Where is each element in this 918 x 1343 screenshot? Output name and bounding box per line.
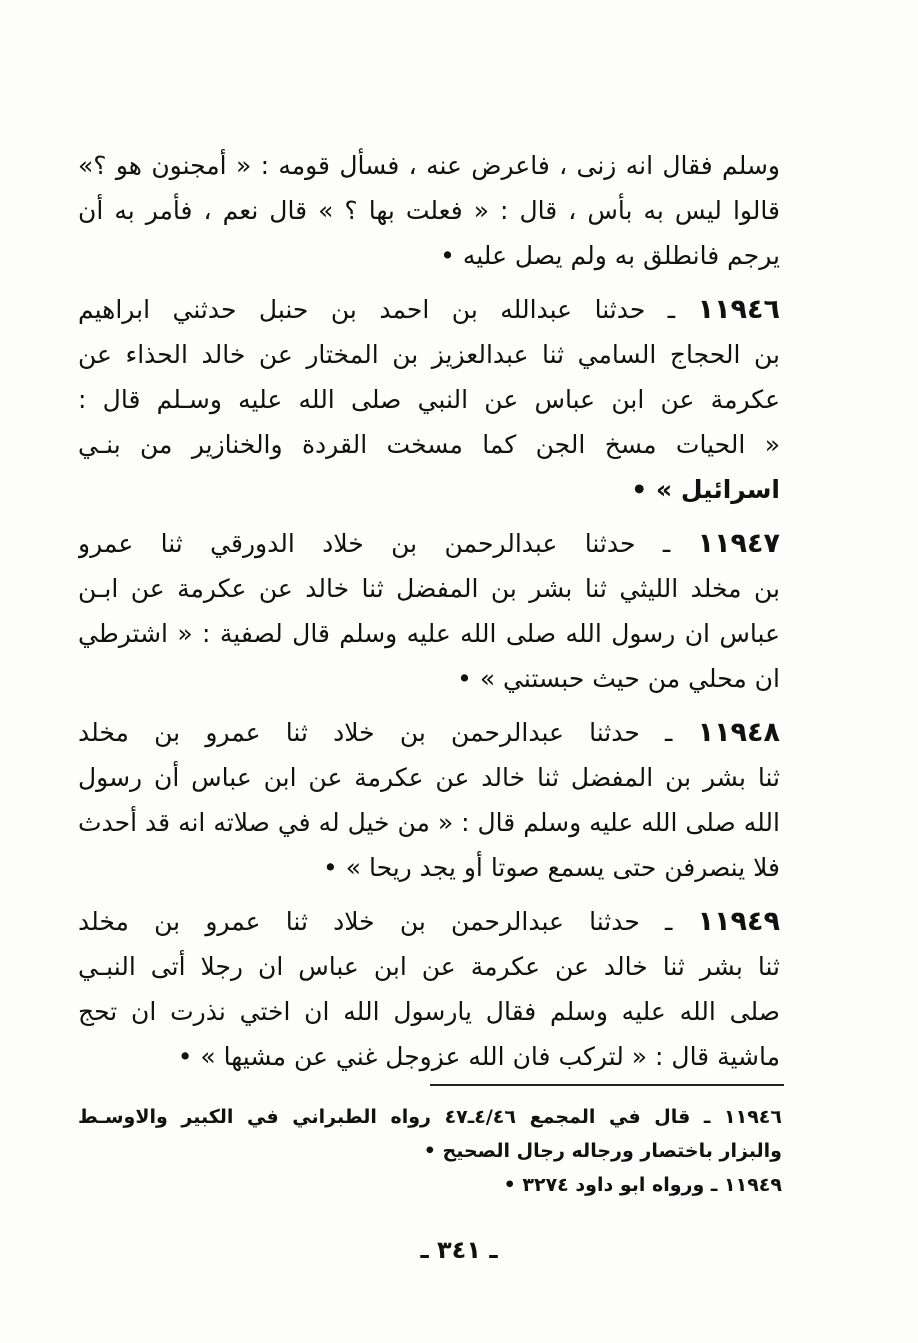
hadith-number: ١١٩٤٧ — [697, 528, 780, 559]
hadith-first-line — [78, 287, 780, 332]
text-line: فلا ينصرفن حتى يسمع صوتا أو يجد ريحا » • — [323, 853, 780, 882]
text-line: قالوا ليس به بأس ، قال : « فعلت بها ؟ » قال نعم ، فأمر به أن — [78, 196, 780, 225]
text-line: « الحيات مسخ الجن كما مسخت القردة والخنازير من بنـي — [78, 430, 780, 459]
text-line: يرجم فانطلق به ولم يصل عليه • — [440, 241, 780, 270]
text-segment: ـ حدثنا عبدالرحمن بن خلاد الدورقي ثنا عمرو — [78, 529, 671, 558]
hadith-first-line — [78, 521, 780, 566]
footnote-divider — [430, 1084, 784, 1086]
footnote-line: والبزار باختصار ورجاله رجال الصحيح • — [423, 1140, 782, 1162]
text-line: ان محلي من حيث حبستني » • — [457, 664, 780, 693]
text-segment: ـ حدثنا عبدالرحمن بن خلاد ثنا عمرو بن مخلد — [78, 718, 673, 747]
hadith-11949 — [78, 899, 780, 1079]
text-line: وسلم فقال انه زنى ، فاعرض عنه ، فسأل قومه : « أمجنون هو ؟» — [78, 151, 780, 180]
text-line: عكرمة عن ابن عباس عن النبي صلى الله عليه وسـلم قال : — [78, 385, 780, 414]
text-segment: ـ حدثنا عبدالرحمن بن خلاد ثنا عمرو بن مخلد — [78, 907, 673, 936]
text-line: بن الحجاج السامي ثنا عبدالعزيز بن المختار عن خالد الحذاء عن — [78, 340, 780, 369]
footnote-line: ١١٩٤٦ ـ قال في المجمع ٤/٤٦ـ٤٧ رواه الطبراني في الكبير والاوسـط — [78, 1106, 782, 1128]
continuation-paragraph — [78, 143, 780, 278]
footnote-line: ١١٩٤٩ ـ ورواه ابو داود ٣٢٧٤ • — [503, 1174, 782, 1196]
hadith-number: ١١٩٤٩ — [697, 906, 780, 937]
text-line: الله صلى الله عليه وسلم قال : « من خيل له في صلاته انه قد أحدث — [78, 808, 780, 837]
text-line: عباس ان رسول الله صلى الله عليه وسلم قال لصفية : « اشترطي — [78, 619, 780, 648]
text-segment: ـ حدثنا عبدالله بن احمد بن حنبل حدثني ابراهيم — [78, 295, 676, 324]
text-line: صلى الله عليه وسلم فقال يارسول الله ان اختي نذرت ان تحج — [78, 997, 780, 1026]
text-line: ماشية قال : « لتركب فان الله عزوجل غني عن مشيها » • — [177, 1042, 780, 1071]
hadith-number: ١١٩٤٨ — [697, 717, 780, 748]
text-line: ثنا بشر ثنا خالد عن عكرمة عن ابن عباس ان رجلا أتى النبـي — [78, 952, 780, 981]
main-text — [78, 143, 780, 1088]
text-line: بن مخلد الليثي ثنا بشر بن المفضل ثنا خالد عن عكرمة عن ابـن — [78, 574, 780, 603]
hadith-11947 — [78, 521, 780, 701]
hadith-number: ١١٩٤٦ — [697, 294, 780, 325]
page-number: ـ ٣٤١ ـ — [420, 1236, 498, 1264]
hadith-first-line — [78, 899, 780, 944]
footnotes — [78, 1100, 782, 1202]
text-line: اسرائيل » • — [631, 475, 780, 504]
text-line: ثنا بشر بن المفضل ثنا خالد عن عكرمة عن ابن عباس أن رسول — [78, 763, 780, 792]
hadith-11948 — [78, 710, 780, 890]
hadith-first-line — [78, 710, 780, 755]
hadith-11946 — [78, 287, 780, 512]
